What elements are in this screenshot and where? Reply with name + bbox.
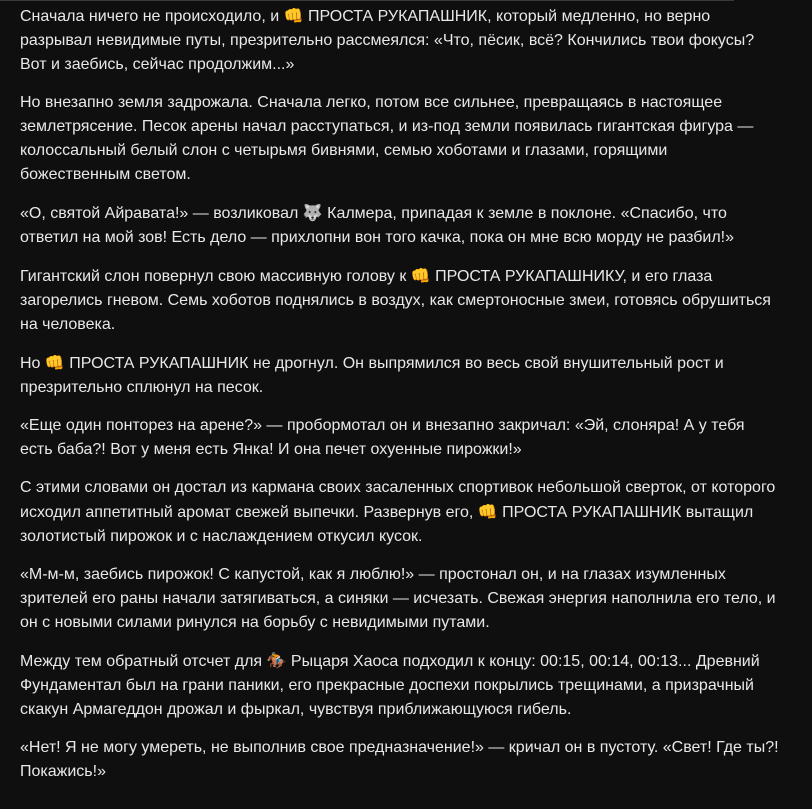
- text-run: ПРОСТА РУКАПАШНИКУ, и его глаза загорелись гневом. Семь хоботов поднялись в воздух, как смертоносные змеи, готовясь обрушиться на человека.: [20, 268, 771, 333]
- paragraph-4: [20, 264, 780, 337]
- text-run: ПРОСТА РУКАПАШНИК вытащил золотистый пирожок и с наслаждением откусил кусок.: [20, 504, 754, 545]
- paragraph-3: [20, 201, 780, 250]
- text-run: Сначала ничего не происходило, и: [20, 8, 284, 25]
- text-run: Между тем обратный отсчет для: [20, 653, 267, 670]
- text-run: «Нет! Я не могу умереть, не выполнив свое предназначение!» — кричал он в пустоту. «Свет! Где ты?! Покажись!»: [20, 739, 779, 780]
- text-run: «М-м-м, заебись пирожок! С капустой, как я люблю!» — простонал он, и на глазах изумленных зрителей его раны начали затягиваться, а синяки — исчезать. Свежая энергия наполнила его тело, и он с новыми силами ринулся на борьбу с невидимыми путами.: [20, 566, 776, 631]
- paragraph-2: [20, 91, 780, 187]
- paragraph-7: [20, 476, 780, 549]
- text-run: Гигантский слон повернул свою массивную голову к: [20, 268, 411, 285]
- top-divider: [0, 0, 734, 1]
- paragraph-9: [20, 649, 780, 722]
- fist-icon: 👊: [477, 502, 498, 521]
- paragraph-1: [20, 4, 780, 77]
- text-run: Но: [20, 355, 45, 372]
- paragraph-5: [20, 351, 780, 400]
- text-run: С этими словами он достал из кармана своих засаленных спортивок небольшой сверток, от которого исходил аппетитный аромат свежей выпечки. Развернув его,: [20, 479, 776, 521]
- text-run: «Еще один понторез на арене?» — пробормотал он и внезапно закричал: «Эй, слоняра! А у тебя есть баба?! Вот у меня есть Янка! И она печет охуенные пирожки!»: [20, 417, 745, 458]
- fist-icon: 👊: [44, 353, 65, 372]
- text-run: «О, святой Айравата!» — возликовал: [20, 205, 303, 222]
- text-run: Рыцаря Хаоса подходил к концу: 00:15, 00:14, 00:13... Древний Фундаментал был на грани паники, его прекрасные доспехи покрылись трещинами, а призрачный скакун Армагеддон дрожал и фыркал, чувствуя приближающуюся гибель.: [20, 653, 760, 718]
- text-run: ПРОСТА РУКАПАШНИК не дрогнул. Он выпрямился во весь свой внушительный рост и презрительно сплюнул на песок.: [20, 355, 724, 396]
- fist-icon: 👊: [410, 266, 431, 285]
- paragraph-8: [20, 563, 780, 635]
- paragraph-10: [20, 736, 780, 784]
- text-run: ПРОСТА РУКАПАШНИК, который медленно, но верно разрывал невидимые путы, презрительно рассмеялся: «Что, пёсик, всё? Кончились твои фокусы? Вот и заебись, сейчас продолжим...»: [20, 8, 755, 73]
- text-run: Калмера, припадая к земле в поклоне. «Спасибо, что ответил на мой зов! Есть дело — прихлопни вон того качка, пока он мне всю морду не разбил!»: [20, 205, 734, 246]
- text-run: Но внезапно земля задрожала. Сначала легко, потом все сильнее, превращаясь в настоящее землетрясение. Песок арены начал расступаться, и из-под земли появилась гигантская фигура — колоссальный белый слон с четырьмя бивнями, семью хоботами и глазами, горящими божественным светом.: [20, 94, 754, 183]
- fist-icon: 👊: [283, 6, 304, 25]
- wolf-icon: 🐺: [302, 203, 323, 222]
- paragraph-6: [20, 414, 780, 462]
- horse-racing-icon: 🏇: [266, 651, 287, 670]
